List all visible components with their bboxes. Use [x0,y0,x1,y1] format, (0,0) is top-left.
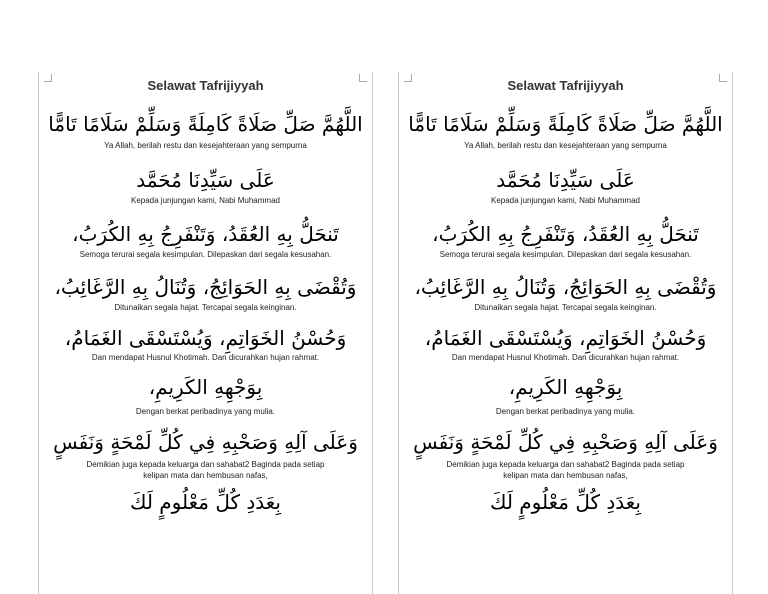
verse-3-arabic: تَنحَلُّ بِهِ العُقَدُ، وَتَنْفَرِجُ بِهِ الكُرَبُ، [72,222,339,246]
verse-5-arabic: وَحُسْنُ الخَوَاتِمِ، وَيُسْتَسْقَى الغَمَامُ، [64,326,347,350]
verse-1-arabic: اللَّهُمَّ صَلِّ صَلَاةً كَامِلَةً وَسَلِّمْ سَلَامًا تَامًّا [408,112,723,136]
verse-1-arabic: اللَّهُمَّ صَلِّ صَلَاةً كَامِلَةً وَسَلِّمْ سَلَامًا تَامًّا [48,112,363,136]
verse-6-arabic: بِوَجْهِهِ الكَرِيمِ، [508,375,623,399]
verse-7-translation-cont: kelipan mata dan hembusan nafas, [503,471,628,480]
verse-8-arabic: بِعَدَدِ كُلِّ مَعْلُومٍ لَكَ [489,490,641,514]
verse-6-translation: Dengan berkat peribadinya yang mulia. [135,407,276,416]
verse-1-translation: Ya Allah, berilah restu dan kesejahteraan yang sempurna [464,141,667,150]
verse-5-translation: Dan mendapat Husnul Khotimah. Dan dicurahkan hujan rahmat. [451,353,680,362]
verse-8-arabic: بِعَدَدِ كُلِّ مَعْلُومٍ لَكَ [129,490,281,514]
verse-7-arabic: وَعَلَى آلِهِ وَصَحْبِهِ فِي كُلِّ لَمْحَةٍ وَنَفَسٍ [53,430,358,454]
verse-2-translation: Kepada junjungan kami, Nabi Muhammad [491,196,640,205]
verse-2-arabic: عَلَى سَيِّدِنَا مُحَمَّد [136,168,275,192]
page-title: Selawat Tafrijiyyah [147,78,264,93]
verse-7-translation-cont: kelipan mata dan hembusan nafas, [143,471,268,480]
verse-1-translation: Ya Allah, berilah restu dan kesejahteraan yang sempurna [104,141,307,150]
verse-2-translation: Kepada junjungan kami, Nabi Muhammad [131,196,280,205]
verse-3-arabic: تَنحَلُّ بِهِ العُقَدُ، وَتَنْفَرِجُ بِهِ الكُرَبُ، [432,222,699,246]
verse-6-arabic: بِوَجْهِهِ الكَرِيمِ، [148,375,263,399]
verse-5-translation: Dan mendapat Husnul Khotimah. Dan dicurahkan hujan rahmat. [91,353,320,362]
page-title: Selawat Tafrijiyyah [507,78,624,93]
verse-6-translation: Dengan berkat peribadinya yang mulia. [495,407,636,416]
verse-5-arabic: وَحُسْنُ الخَوَاتِمِ، وَيُسْتَسْقَى الغَمَامُ، [424,326,707,350]
verse-7-translation: Demikian juga kepada keluarga dan sahabat2 Baginda pada setiap [446,460,685,469]
verse-4-translation: Ditunaikan segala hajat. Tercapai segala keinginan. [114,303,297,312]
verse-4-arabic: وَتُقْضَى بِهِ الحَوَائِجُ، وَتُنَالُ بِهِ الرَّغَائِبُ، [414,275,717,299]
verse-2-arabic: عَلَى سَيِّدِنَا مُحَمَّد [496,168,635,192]
page-left [38,72,373,594]
page-right [398,72,733,594]
verse-3-translation: Semoga terurai segala kesimpulan. Dilepaskan dari segala kesusahan. [79,250,332,259]
verse-7-translation: Demikian juga kepada keluarga dan sahabat2 Baginda pada setiap [86,460,325,469]
verse-7-arabic: وَعَلَى آلِهِ وَصَحْبِهِ فِي كُلِّ لَمْحَةٍ وَنَفَسٍ [413,430,718,454]
verse-3-translation: Semoga terurai segala kesimpulan. Dilepaskan dari segala kesusahan. [439,250,692,259]
verse-4-translation: Ditunaikan segala hajat. Tercapai segala keinginan. [474,303,657,312]
verse-4-arabic: وَتُقْضَى بِهِ الحَوَائِجُ، وَتُنَالُ بِهِ الرَّغَائِبُ، [54,275,357,299]
